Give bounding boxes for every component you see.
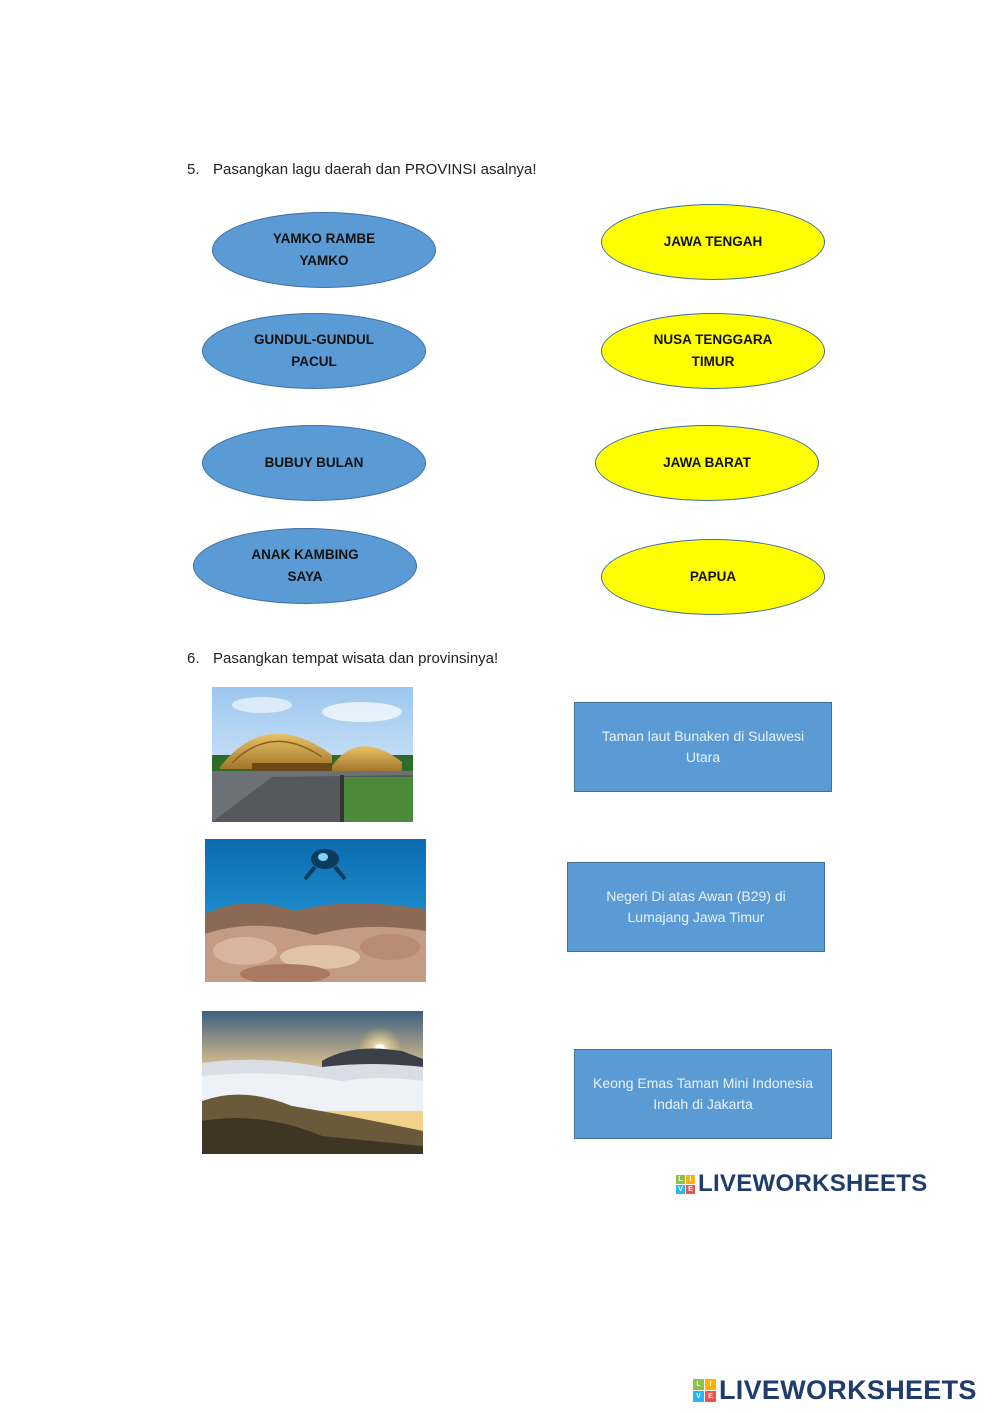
song-anak-kambing-saya[interactable] [193, 528, 417, 604]
question-text: Pasangkan lagu daerah dan PROVINSI asalnya! [213, 161, 537, 178]
logo-text: LIVEWORKSHEETS [698, 1170, 928, 1197]
liveworksheets-mark-icon [676, 1175, 695, 1194]
place-box-b29[interactable] [567, 862, 825, 952]
province-label: JAWA BARAT [663, 455, 751, 470]
question-6-prompt [187, 650, 498, 667]
liveworksheets-logo [676, 1170, 928, 1198]
song-label: ANAK KAMBING SAYA [251, 547, 359, 584]
province-label: NUSA TENGGARA TIMUR [653, 332, 773, 369]
question-text: Pasangkan tempat wisata dan provinsinya! [213, 650, 499, 667]
song-gundul-gundul-pacul[interactable] [202, 313, 426, 389]
coral-reef-diver-image [205, 839, 426, 982]
question-5-prompt [187, 161, 537, 178]
sea-of-clouds-sunrise-image [202, 1011, 423, 1154]
province-jawa-tengah[interactable] [601, 204, 825, 280]
mark-letter: V [693, 1391, 704, 1402]
song-label: BUBUY BULAN [264, 455, 364, 470]
coral-reef-diver-photo[interactable] [205, 839, 426, 982]
province-papua[interactable] [601, 539, 825, 615]
province-nusa-tenggara-timur[interactable] [601, 313, 825, 389]
province-label: PAPUA [689, 569, 737, 584]
mark-letter: I [686, 1175, 695, 1184]
mark-letter: V [676, 1185, 685, 1194]
golden-shell-building-photo[interactable] [212, 687, 413, 822]
liveworksheets-footer-logo [693, 1375, 977, 1406]
song-bubuy-bulan[interactable] [202, 425, 426, 501]
place-box-bunaken[interactable] [574, 702, 832, 792]
mark-letter: L [693, 1379, 704, 1390]
place-label: Negeri Di atas Awan (B29) di Lumajang Jawa Timur [606, 888, 786, 925]
province-label: JAWA TENGAH [663, 234, 763, 249]
place-label: Taman laut Bunaken di Sulawesi Utara [601, 728, 805, 765]
place-box-keong-emas[interactable] [574, 1049, 832, 1139]
place-label: Keong Emas Taman Mini Indonesia Indah di Jakarta [593, 1075, 813, 1112]
question-number: 5. [187, 161, 200, 178]
question-number: 6. [187, 650, 200, 667]
song-yamko-rambe-yamko[interactable] [212, 212, 436, 288]
province-jawa-barat[interactable] [595, 425, 819, 501]
sea-of-clouds-sunrise-photo[interactable] [202, 1011, 423, 1154]
song-label: YAMKO RAMBE YAMKO [272, 231, 376, 268]
mark-letter: I [705, 1379, 716, 1390]
liveworksheets-mark-icon [693, 1379, 716, 1402]
mark-letter: E [686, 1185, 695, 1194]
mark-letter: L [676, 1175, 685, 1184]
mark-letter: E [705, 1391, 716, 1402]
golden-shell-building-image [212, 687, 413, 822]
song-label: GUNDUL-GUNDUL PACUL [254, 332, 374, 369]
logo-text: LIVEWORKSHEETS [719, 1375, 977, 1405]
